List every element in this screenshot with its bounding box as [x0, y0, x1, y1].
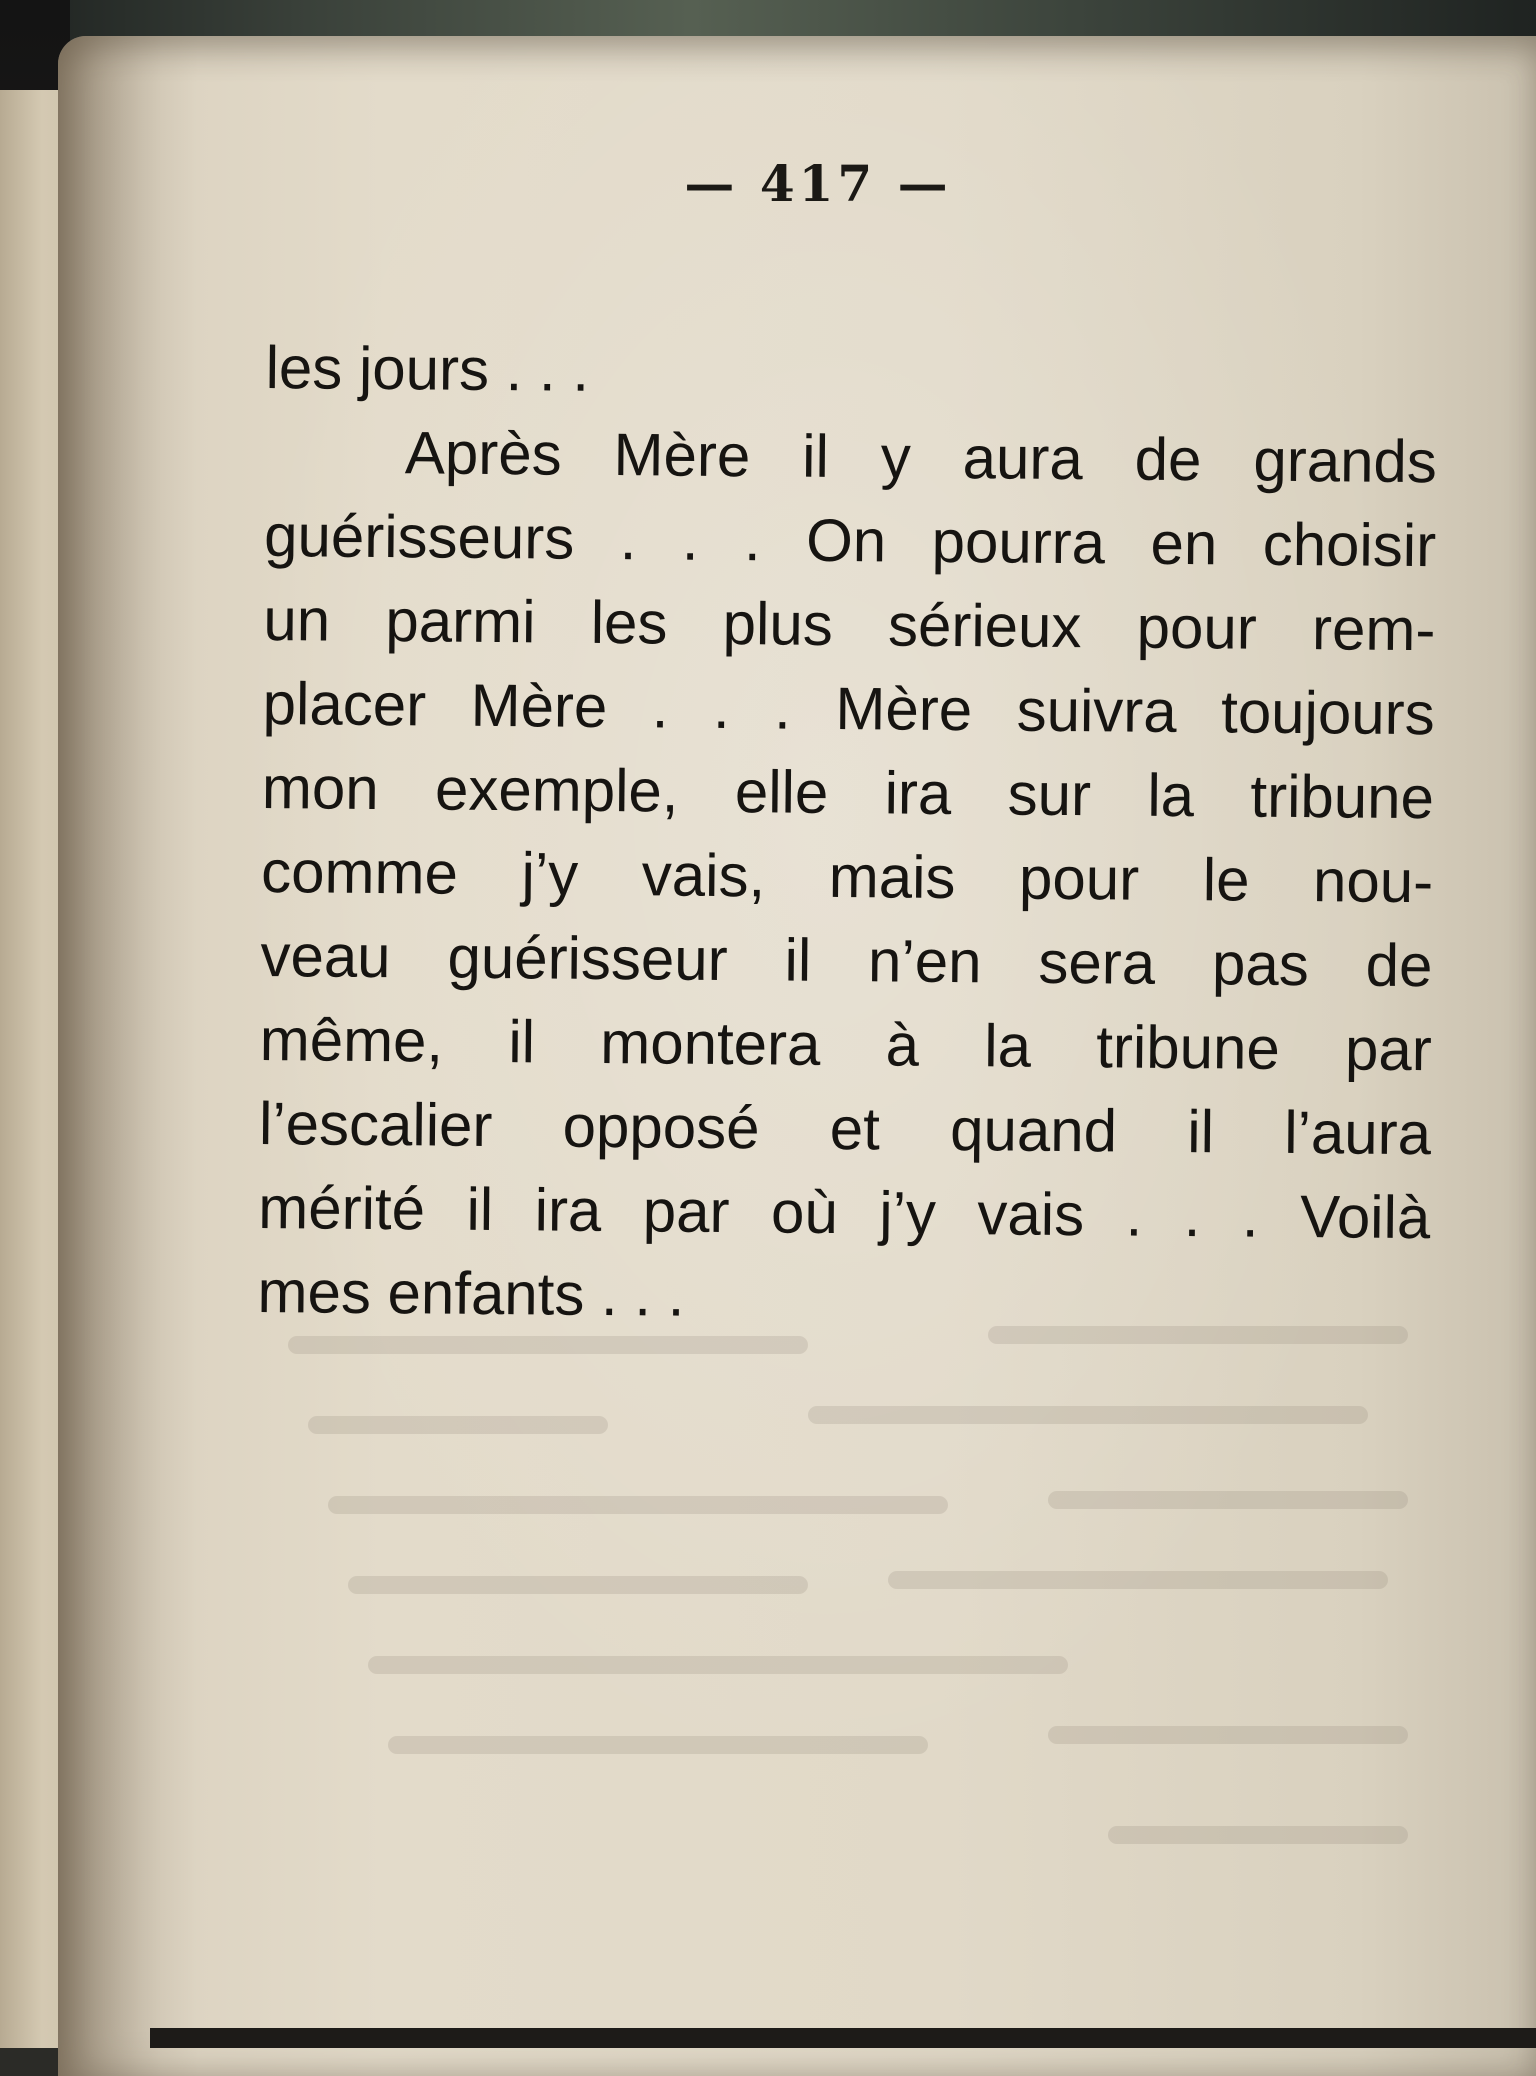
text-line-8: veau guérisseur il n’en sera pas de — [260, 921, 1433, 1000]
text-line-6: mon exemple, elle ira sur la tribune — [261, 753, 1435, 832]
text-line-4: un parmi les plus sérieux pour rem- — [263, 585, 1436, 664]
book-cover-edge — [150, 2028, 1536, 2048]
page-number: — 417 — — [684, 154, 952, 213]
text-line-12: mes enfants . . . — [257, 1257, 685, 1329]
text-line-11: mérité il ira par où j’y vais . . . Voilà — [258, 1173, 1431, 1252]
text-line-9: même, il montera à la tribune par — [259, 1005, 1433, 1084]
text-line-10: l’escalier opposé et quand il l’aura — [258, 1089, 1432, 1168]
text-line-3: guérisseurs . . . On pourra en choisir — [263, 501, 1437, 580]
bleed-through-texture — [288, 1306, 1438, 1906]
text-line-5: placer Mère . . . Mère suivra toujours — [262, 669, 1435, 748]
text-line-7: comme j’y vais, mais pour le nou- — [260, 837, 1434, 916]
gutter-shadow — [58, 36, 198, 2076]
body-text — [257, 326, 1438, 1344]
text-line-2: Après Mère il y aura de grands — [404, 419, 1438, 496]
book-page — [58, 36, 1536, 2076]
text-line-1: les jours . . . — [265, 333, 590, 404]
